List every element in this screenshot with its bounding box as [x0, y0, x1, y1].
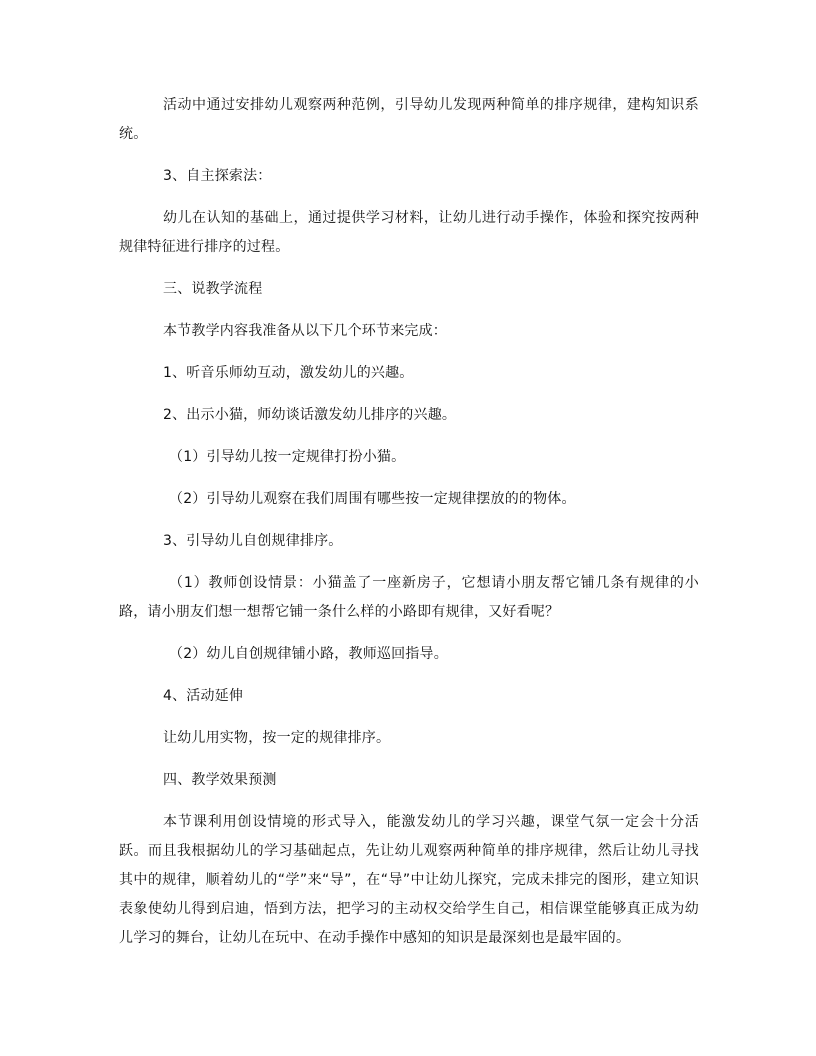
- list-item: 4、活动延伸: [163, 688, 244, 704]
- list-item: 1、听音乐师幼互动，激发幼儿的兴趣。: [163, 365, 414, 381]
- paragraph: 幼儿在认知的基础上，通过提供学习材料，让幼儿进行动手操作，体验和探究按两种规律特征进行排序的过程。: [119, 210, 699, 255]
- paragraph: 让幼儿用实物，按一定的规律排序。: [163, 730, 391, 746]
- sub-list-item: （2）引导幼儿观察在我们周围有哪些按一定规律摆放的的物体。: [169, 491, 576, 507]
- paragraph: 活动中通过安排幼儿观察两种范例，引导幼儿发现两种简单的排序规律，建构知识系统。: [119, 97, 699, 142]
- paragraph: 本节课利用创设情境的形式导入，能激发幼儿的学习兴趣，课堂气氛一定会十分活跃。而且我根据幼儿的学习基础起点，先让幼儿观察两种简单的排序规律，然后让幼儿寻找其中的规律，顺着幼儿的“学”来“导”，在“导”中让幼儿探究，完成未排完的图形，建立知识表象使幼儿得到启迪，悟到方法，把学习的主动权交给学生自己，相信课堂能够真正成为幼儿学习的舞台，让幼儿在玩中、在动手操作中感知的知识是最深刻也是最牢固的。: [119, 814, 699, 946]
- section-heading: 四、教学效果预测: [163, 772, 277, 788]
- paragraph: 本节教学内容我准备从以下几个环节来完成：: [163, 323, 447, 339]
- document-body: [119, 91, 699, 953]
- list-item: 3、引导幼儿自创规律排序。: [163, 533, 343, 549]
- section-heading: 三、说教学流程: [163, 281, 263, 297]
- sub-list-item: （1）引导幼儿按一定规律打扮小猫。: [169, 449, 406, 465]
- list-item: 2、出示小猫，师幼谈话激发幼儿排序的兴趣。: [163, 407, 457, 423]
- list-item: 3、自主探索法：: [163, 168, 272, 184]
- sub-list-item: （1）教师创设情景：小猫盖了一座新房子，它想请小朋友帮它铺几条有规律的小路，请小朋友们想一想帮它铺一条什么样的小路即有规律，又好看呢？: [119, 575, 699, 620]
- sub-list-item: （2）幼儿自创规律铺小路，教师巡回指导。: [169, 646, 448, 662]
